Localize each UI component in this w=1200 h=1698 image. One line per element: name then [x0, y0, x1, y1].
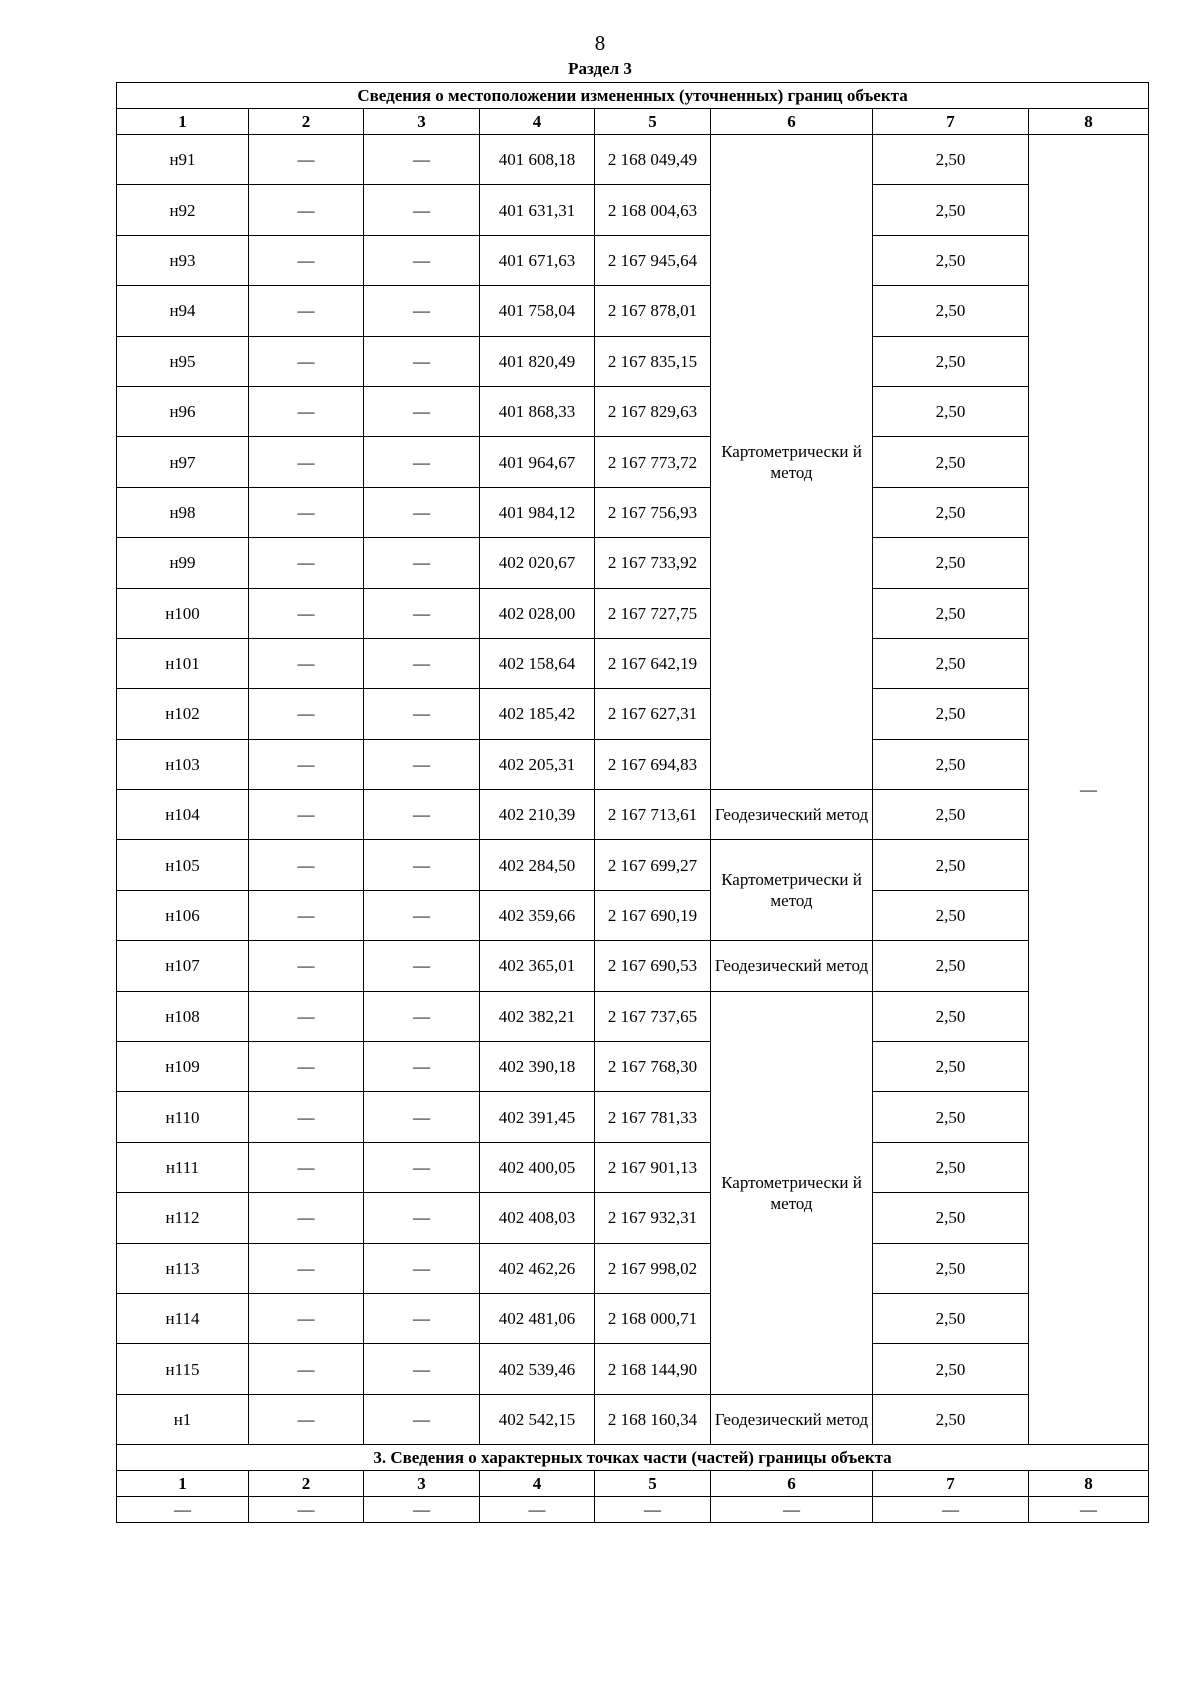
coordinate-y: 2 167 998,02 [595, 1243, 711, 1293]
coordinate-x: 402 390,18 [480, 1042, 595, 1092]
coordinate-y: 2 167 727,75 [595, 588, 711, 638]
cell-col3: — [364, 991, 480, 1041]
coordinate-y: 2 167 699,27 [595, 840, 711, 890]
coordinate-x: 401 868,33 [480, 386, 595, 436]
table-row [117, 941, 1149, 991]
column-number: 6 [711, 1471, 873, 1497]
coordinate-x: 402 400,05 [480, 1142, 595, 1192]
coordinate-x: 402 481,06 [480, 1293, 595, 1343]
coordinate-y: 2 167 781,33 [595, 1092, 711, 1142]
coordinate-y: 2 167 690,19 [595, 890, 711, 940]
cell-col3: — [364, 487, 480, 537]
accuracy: 2,50 [873, 941, 1029, 991]
coordinate-y: 2 167 627,31 [595, 689, 711, 739]
column-number: 3 [364, 109, 480, 135]
coordinate-x: 402 365,01 [480, 941, 595, 991]
column-number: 7 [873, 109, 1029, 135]
cell-col3: — [364, 538, 480, 588]
coordinate-y: 2 167 945,64 [595, 235, 711, 285]
table-row [117, 840, 1149, 890]
coordinate-y: 2 167 713,61 [595, 790, 711, 840]
empty-cell: — [595, 1497, 711, 1523]
column-number: 4 [480, 109, 595, 135]
empty-cell: — [480, 1497, 595, 1523]
cell-col2: — [249, 1142, 364, 1192]
column-number: 4 [480, 1471, 595, 1497]
cell-col3: — [364, 185, 480, 235]
accuracy: 2,50 [873, 336, 1029, 386]
point-name: н99 [117, 538, 249, 588]
coordinate-x: 402 462,26 [480, 1243, 595, 1293]
column-number-row [117, 109, 1149, 135]
accuracy: 2,50 [873, 286, 1029, 336]
cell-col3: — [364, 135, 480, 185]
cell-col3: — [364, 336, 480, 386]
method-cell: Картометрически й метод [711, 991, 873, 1394]
empty-cell: — [711, 1497, 873, 1523]
coordinate-y: 2 168 049,49 [595, 135, 711, 185]
empty-cell: — [117, 1497, 249, 1523]
cell-col2: — [249, 588, 364, 638]
cell-col3: — [364, 286, 480, 336]
column-number: 8 [1029, 1471, 1149, 1497]
accuracy: 2,50 [873, 1394, 1029, 1444]
coordinate-x: 402 020,67 [480, 538, 595, 588]
coordinate-y: 2 168 004,63 [595, 185, 711, 235]
table-row [117, 1142, 1149, 1192]
cell-col3: — [364, 1042, 480, 1092]
page-number: 8 [594, 31, 606, 55]
coordinate-x: 402 210,39 [480, 790, 595, 840]
table-row [117, 538, 1149, 588]
cell-col2: — [249, 1293, 364, 1343]
coordinate-x: 402 158,64 [480, 638, 595, 688]
cell-col2: — [249, 739, 364, 789]
coordinate-y: 2 167 756,93 [595, 487, 711, 537]
empty-cell: — [364, 1497, 480, 1523]
coordinate-y: 2 168 000,71 [595, 1293, 711, 1343]
table-row [117, 739, 1149, 789]
cell-col2: — [249, 235, 364, 285]
method-cell: Геодезический метод [711, 941, 873, 991]
empty-cell: — [873, 1497, 1029, 1523]
cell-col2: — [249, 538, 364, 588]
table-row [117, 1394, 1149, 1444]
coordinate-x: 402 284,50 [480, 840, 595, 890]
accuracy: 2,50 [873, 991, 1029, 1041]
accuracy: 2,50 [873, 739, 1029, 789]
table-row [117, 1293, 1149, 1343]
cell-col2: — [249, 1394, 364, 1444]
coordinate-y: 2 167 932,31 [595, 1193, 711, 1243]
coordinate-x: 401 631,31 [480, 185, 595, 235]
coordinate-x: 402 539,46 [480, 1344, 595, 1394]
cell-col2: — [249, 790, 364, 840]
table-row [117, 1243, 1149, 1293]
coordinate-y: 2 167 829,63 [595, 386, 711, 436]
boundary-points-table [116, 82, 1149, 1523]
cell-col3: — [364, 638, 480, 688]
coordinate-y: 2 167 878,01 [595, 286, 711, 336]
point-name: н94 [117, 286, 249, 336]
cell-col3: — [364, 386, 480, 436]
cell-col3: — [364, 1092, 480, 1142]
coordinate-x: 401 608,18 [480, 135, 595, 185]
accuracy: 2,50 [873, 1193, 1029, 1243]
accuracy: 2,50 [873, 1042, 1029, 1092]
method-cell: Геодезический метод [711, 790, 873, 840]
cell-col3: — [364, 588, 480, 638]
point-name: н104 [117, 790, 249, 840]
accuracy: 2,50 [873, 185, 1029, 235]
cell-col2: — [249, 185, 364, 235]
accuracy: 2,50 [873, 840, 1029, 890]
point-name: н92 [117, 185, 249, 235]
coordinate-y: 2 167 773,72 [595, 437, 711, 487]
table-row [117, 638, 1149, 688]
cell-col3: — [364, 941, 480, 991]
accuracy: 2,50 [873, 1243, 1029, 1293]
coordinate-x: 401 984,12 [480, 487, 595, 537]
cell-col2: — [249, 437, 364, 487]
coordinate-y: 2 167 835,15 [595, 336, 711, 386]
cell-col2: — [249, 487, 364, 537]
column-number: 5 [595, 1471, 711, 1497]
cell-col2: — [249, 1092, 364, 1142]
coordinate-y: 2 168 160,34 [595, 1394, 711, 1444]
cell-col2: — [249, 1042, 364, 1092]
coordinate-x: 402 391,45 [480, 1092, 595, 1142]
section3-caption: 3. Сведения о характерных точках части (частей) границы объекта [117, 1445, 1149, 1471]
table-row [117, 135, 1149, 185]
accuracy: 2,50 [873, 638, 1029, 688]
cell-col2: — [249, 689, 364, 739]
cell-col2: — [249, 135, 364, 185]
point-name: н110 [117, 1092, 249, 1142]
point-name: н96 [117, 386, 249, 436]
accuracy: 2,50 [873, 386, 1029, 436]
cell-col2: — [249, 840, 364, 890]
accuracy: 2,50 [873, 1293, 1029, 1343]
point-name: н97 [117, 437, 249, 487]
table-row [117, 1042, 1149, 1092]
cell-col3: — [364, 689, 480, 739]
cell-col2: — [249, 638, 364, 688]
empty-cell: — [249, 1497, 364, 1523]
table-row [117, 1344, 1149, 1394]
point-name: н108 [117, 991, 249, 1041]
point-name: н1 [117, 1394, 249, 1444]
empty-cell: — [1029, 1497, 1149, 1523]
point-name: н109 [117, 1042, 249, 1092]
accuracy: 2,50 [873, 1092, 1029, 1142]
cell-col3: — [364, 1142, 480, 1192]
coordinate-y: 2 167 642,19 [595, 638, 711, 688]
coordinate-x: 401 758,04 [480, 286, 595, 336]
method-cell: Геодезический метод [711, 1394, 873, 1444]
section3-empty-row [117, 1497, 1149, 1523]
coordinate-x: 401 671,63 [480, 235, 595, 285]
point-name: н91 [117, 135, 249, 185]
coordinate-y: 2 168 144,90 [595, 1344, 711, 1394]
cell-col3: — [364, 1394, 480, 1444]
accuracy: 2,50 [873, 1142, 1029, 1192]
table-row [117, 386, 1149, 436]
cell-col2: — [249, 1193, 364, 1243]
coordinate-y: 2 167 768,30 [595, 1042, 711, 1092]
column-number: 6 [711, 109, 873, 135]
cell-col2: — [249, 386, 364, 436]
cell-col2: — [249, 1243, 364, 1293]
point-name: н106 [117, 890, 249, 940]
table-row [117, 890, 1149, 940]
accuracy: 2,50 [873, 588, 1029, 638]
column-number: 8 [1029, 109, 1149, 135]
coordinate-x: 402 028,00 [480, 588, 595, 638]
column-number: 1 [117, 1471, 249, 1497]
coordinate-x: 402 359,66 [480, 890, 595, 940]
table-row [117, 185, 1149, 235]
coordinate-x: 401 964,67 [480, 437, 595, 487]
cell-col3: — [364, 437, 480, 487]
cell-col2: — [249, 286, 364, 336]
table-row [117, 1193, 1149, 1243]
point-name: н113 [117, 1243, 249, 1293]
accuracy: 2,50 [873, 1344, 1029, 1394]
cell-col2: — [249, 991, 364, 1041]
coordinate-y: 2 167 694,83 [595, 739, 711, 789]
table-row [117, 991, 1149, 1041]
table-row [117, 286, 1149, 336]
accuracy: 2,50 [873, 790, 1029, 840]
coordinate-y: 2 167 733,92 [595, 538, 711, 588]
cell-col3: — [364, 890, 480, 940]
column-number: 1 [117, 109, 249, 135]
coordinate-x: 402 205,31 [480, 739, 595, 789]
col8-value: — [1029, 135, 1149, 1445]
point-name: н105 [117, 840, 249, 890]
table-row [117, 336, 1149, 386]
coordinate-x: 402 382,21 [480, 991, 595, 1041]
method-cell: Картометрически й метод [711, 135, 873, 790]
cell-col2: — [249, 890, 364, 940]
accuracy: 2,50 [873, 235, 1029, 285]
cell-col2: — [249, 941, 364, 991]
cell-col2: — [249, 1344, 364, 1394]
cell-col3: — [364, 235, 480, 285]
point-name: н98 [117, 487, 249, 537]
point-name: н95 [117, 336, 249, 386]
point-name: н93 [117, 235, 249, 285]
point-name: н114 [117, 1293, 249, 1343]
point-name: н112 [117, 1193, 249, 1243]
coordinate-x: 401 820,49 [480, 336, 595, 386]
table-row [117, 790, 1149, 840]
coordinate-x: 402 408,03 [480, 1193, 595, 1243]
accuracy: 2,50 [873, 890, 1029, 940]
accuracy: 2,50 [873, 538, 1029, 588]
point-name: н111 [117, 1142, 249, 1192]
coordinate-x: 402 542,15 [480, 1394, 595, 1444]
table-row [117, 1092, 1149, 1142]
section-title: Раздел 3 [568, 59, 632, 78]
coordinate-y: 2 167 901,13 [595, 1142, 711, 1192]
point-name: н100 [117, 588, 249, 638]
accuracy: 2,50 [873, 689, 1029, 739]
point-name: н101 [117, 638, 249, 688]
column-number: 2 [249, 1471, 364, 1497]
cell-col3: — [364, 1344, 480, 1394]
method-cell: Картометрически й метод [711, 840, 873, 941]
table-caption: Сведения о местоположении измененных (уточненных) границ объекта [117, 83, 1149, 109]
table-row [117, 487, 1149, 537]
cell-col3: — [364, 739, 480, 789]
table-row [117, 235, 1149, 285]
table-row [117, 437, 1149, 487]
accuracy: 2,50 [873, 135, 1029, 185]
cell-col3: — [364, 790, 480, 840]
point-name: н115 [117, 1344, 249, 1394]
section3-column-number-row [117, 1471, 1149, 1497]
cell-col2: — [249, 336, 364, 386]
accuracy: 2,50 [873, 437, 1029, 487]
cell-col3: — [364, 1243, 480, 1293]
column-number: 7 [873, 1471, 1029, 1497]
point-name: н103 [117, 739, 249, 789]
point-name: н107 [117, 941, 249, 991]
cell-col3: — [364, 1193, 480, 1243]
table-row [117, 588, 1149, 638]
cell-col3: — [364, 1293, 480, 1343]
column-number: 2 [249, 109, 364, 135]
coordinate-x: 402 185,42 [480, 689, 595, 739]
accuracy: 2,50 [873, 487, 1029, 537]
table-row [117, 689, 1149, 739]
column-number: 3 [364, 1471, 480, 1497]
coordinate-y: 2 167 737,65 [595, 991, 711, 1041]
cell-col3: — [364, 840, 480, 890]
column-number: 5 [595, 109, 711, 135]
point-name: н102 [117, 689, 249, 739]
coordinate-y: 2 167 690,53 [595, 941, 711, 991]
